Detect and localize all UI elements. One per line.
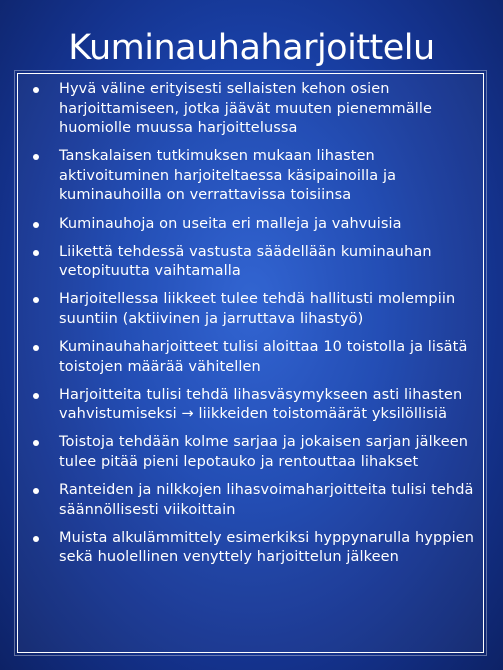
bullet-item: Harjoitteita tulisi tehdä lihasväsymykseen asti lihasten vahvistumiseksi → liikkeiden toistomäärät yksilöllisiä <box>28 386 475 425</box>
bullet-item: Kuminauhaharjoitteet tulisi aloittaa 10 toistolla ja lisätä toistojen määrää vähitellen <box>28 338 475 377</box>
bullet-list <box>28 80 475 568</box>
bullet-item: Liikettä tehdessä vastusta säädellään kuminauhan vetopituutta vaihtamalla <box>28 243 475 282</box>
bullet-item: Hyvä väline erityisesti sellaisten kehon osien harjoittamiseen, jotka jäävät muuten pienemmälle huomiolle muussa harjoittelussa <box>28 80 475 139</box>
bullet-item: Ranteiden ja nilkkojen lihasvoimaharjoitteita tulisi tehdä säännöllisesti viikoittain <box>28 481 475 520</box>
bullet-item: Tanskalaisen tutkimuksen mukaan lihasten aktivoituminen harjoiteltaessa käsipainoilla ja kuminauhoilla on verrattavissa toisiinsa <box>28 147 475 206</box>
content-box <box>17 73 484 653</box>
bullet-item: Toistoja tehdään kolme sarjaa ja jokaisen sarjan jälkeen tulee pitää pieni lepotauko ja rentouttaa lihakset <box>28 433 475 472</box>
bullet-item: Muista alkulämmittely esimerkiksi hyppynarulla hyppien sekä huolellinen venyttely harjoittelun jälkeen <box>28 529 475 568</box>
slide-title: Kuminauhaharjoittelu <box>68 28 435 68</box>
bullet-item: Harjoitellessa liikkeet tulee tehdä hallitusti molempiin suuntiin (aktiivinen ja jarruttava lihastyö) <box>28 290 475 329</box>
bullet-item: Kuminauhoja on useita eri malleja ja vahvuisia <box>28 215 475 235</box>
